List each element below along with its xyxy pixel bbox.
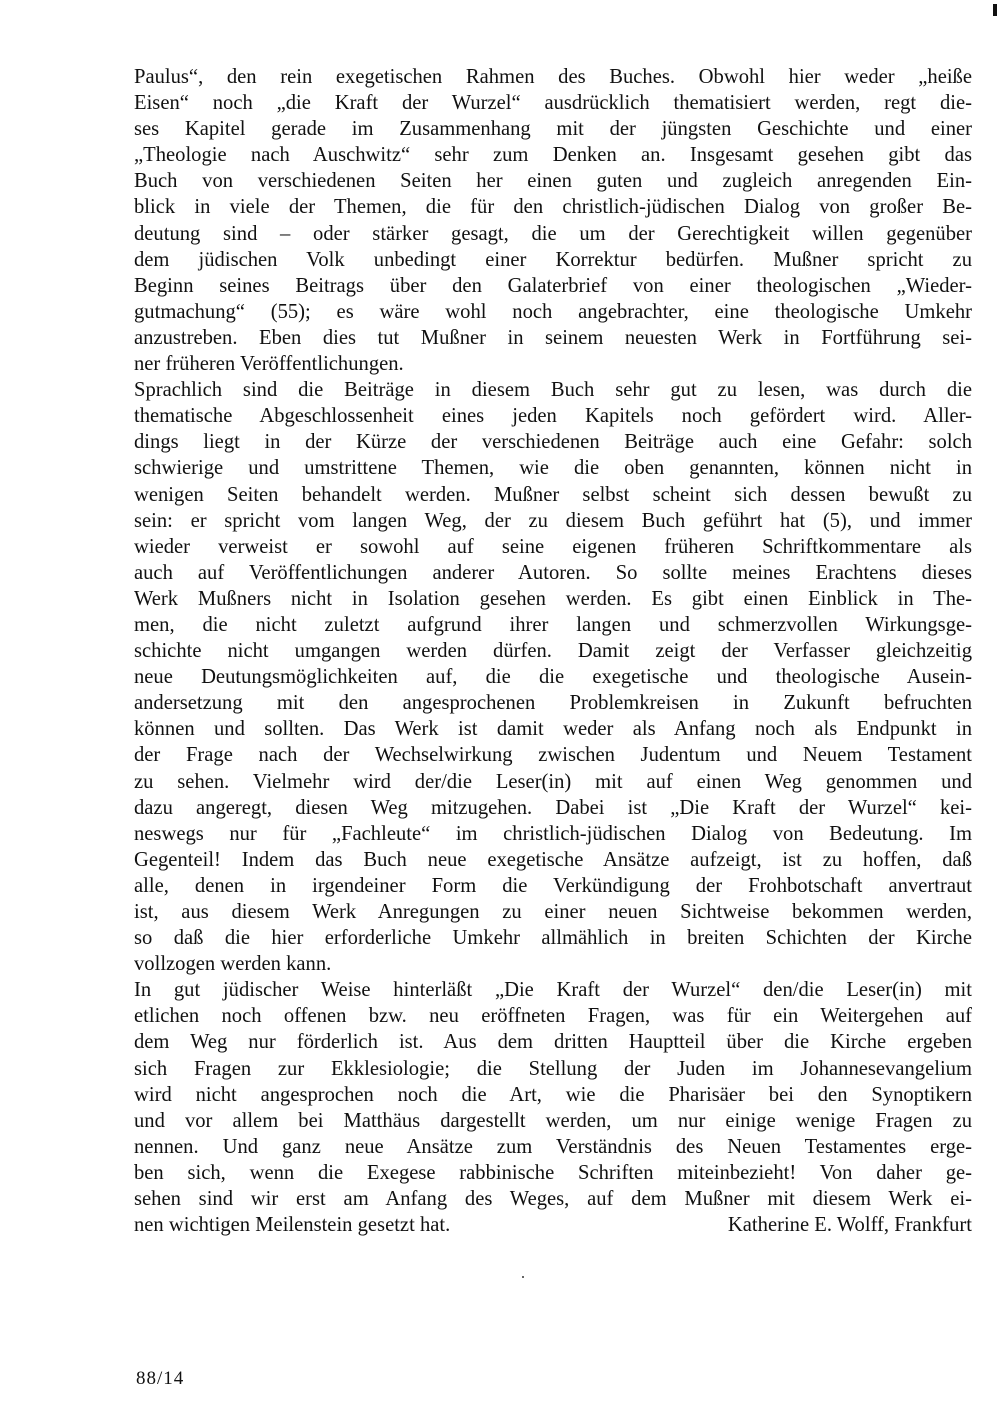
text-line: andersetzung mit den angesprochenen Problemkreisen in Zukunft befruchten — [134, 692, 972, 715]
text-line: ist, aus diesem Werk Anregungen zu einer neuen Sichtweise bekommen werden, — [134, 901, 972, 923]
text-line: und vor allem bei Matthäus dargestellt werden, um nur einige wenige Fragen zu — [134, 1109, 972, 1132]
scan-speck — [522, 1276, 524, 1278]
text-line: schwierige und umstrittene Themen, wie die oben genannten, können nicht in — [134, 457, 972, 480]
corner-scan-mark — [993, 4, 997, 16]
text-line: Eisen“ noch „die Kraft der Wurzel“ ausdrücklich thematisiert werden, regt die- — [134, 92, 972, 115]
text-line: dazu angeregt, diesen Weg mitzugehen. Dabei ist „Die Kraft der Wurzel“ kei- — [134, 796, 972, 819]
text-line: In gut jüdischer Weise hinterläßt „Die Kraft der Wurzel“ den/die Leser(in) mit — [134, 979, 972, 1002]
text-line: „Theologie nach Auschwitz“ sehr zum Denken an. Insgesamt gesehen gibt das — [134, 144, 972, 167]
text-line: ses Kapitel gerade im Zusammenhang mit der jüngsten Geschichte und einer — [134, 118, 972, 141]
text-line: blick in viele der Themen, die für den christlich-jüdischen Dialog von großer Be- — [134, 196, 972, 219]
author-signature: Katherine E. Wolff, Frankfurt — [727, 1214, 972, 1237]
text-line: ner früheren Veröffentlichungen. — [134, 353, 404, 376]
closing-text: nen wichtigen Meilenstein gesetzt hat. — [134, 1214, 451, 1237]
review-text — [134, 64, 972, 1238]
page-number: 88/14 — [136, 1368, 185, 1389]
text-line: Paulus“, den rein exegetischen Rahmen des Buches. Obwohl hier weder „heiße — [134, 66, 972, 88]
text-line: dings liegt in der Kürze der verschiedenen Beiträge auch eine Gefahr: solch — [134, 431, 972, 454]
text-line: wieder verweist er sowohl auf seine eigenen früheren Schriftkommentare als — [134, 535, 972, 558]
text-line: Beginn seines Beitrags über den Galaterbrief von einer theologischen „Wieder- — [134, 274, 972, 297]
text-line: zu sehen. Vielmehr wird der/die Leser(in) mit auf einen Weg genommen und — [134, 770, 972, 793]
paragraph-2 — [134, 377, 972, 977]
text-line: Gegenteil! Indem das Buch neue exegetische Ansätze aufzeigt, ist zu hoffen, daß — [134, 848, 972, 871]
text-line: schichte nicht umgangen werden dürfen. Damit zeigt der Verfasser gleichzeitig — [134, 640, 972, 663]
text-line: Sprachlich sind die Beiträge in diesem Buch sehr gut zu lesen, was durch die — [134, 379, 972, 402]
text-line: so daß die hier erforderliche Umkehr allmählich in breiten Schichten der Kirche — [134, 927, 972, 950]
paragraph-1 — [134, 64, 972, 377]
text-line: der Frage nach der Wechselwirkung zwischen Judentum und Neuem Testament — [134, 744, 972, 767]
text-line: vollzogen werden kann. — [134, 953, 332, 976]
text-line: anzustreben. Eben dies tut Mußner in seinem neuesten Werk in Fortführung sei- — [134, 326, 972, 349]
text-line: auch auf Veröffentlichungen anderer Autoren. So sollte meines Erachtens dieses — [134, 561, 972, 584]
text-line: gutmachung“ (55); es wäre wohl noch angebrachter, eine theologische Umkehr — [134, 300, 972, 323]
text-line: nennen. Und ganz neue Ansätze zum Verständnis des Neuen Testamentes erge- — [134, 1135, 972, 1158]
text-line: wird nicht angesprochen noch die Art, wie die Pharisäer bei den Synoptikern — [134, 1083, 972, 1106]
text-line: Werk Mußners nicht in Isolation gesehen werden. Es gibt einen Einblick in The- — [134, 587, 972, 610]
text-line: können und sollten. Das Werk ist damit weder als Anfang noch als Endpunkt in — [134, 718, 972, 741]
paragraph-3 — [134, 977, 972, 1238]
text-line: ben sich, wenn die Exegese rabbinische Schriften miteinbezieht! Von daher ge- — [134, 1161, 972, 1184]
text-line: wenigen Seiten behandelt werden. Mußner selbst scheint sich dessen bewußt zu — [134, 483, 972, 506]
text-line: Buch von verschiedenen Seiten her einen guten und zugleich anregenden Ein- — [134, 170, 972, 193]
text-line: thematische Abgeschlossenheit eines jeden Kapitels noch gefördert wird. Aller- — [134, 405, 972, 428]
text-line: sehen sind wir erst am Anfang des Weges, auf dem Mußner mit diesem Werk ei- — [134, 1188, 972, 1211]
closing-line — [134, 1212, 972, 1238]
text-line: sich Fragen zur Ekklesiologie; die Stellung der Juden im Johannesevangelium — [134, 1057, 972, 1080]
text-line: neswegs nur für „Fachleute“ im christlich-jüdischen Dialog von Bedeutung. Im — [134, 822, 972, 845]
text-line: deutung sind – oder stärker gesagt, die um der Gerechtigkeit willen gegenüber — [134, 222, 972, 245]
text-line: men, die nicht zuletzt aufgrund ihrer langen und schmerzvollen Wirkungsge- — [134, 613, 972, 636]
text-line: dem jüdischen Volk unbedingt einer Korrektur bedürfen. Mußner spricht zu — [134, 248, 972, 271]
text-line: alle, denen in irgendeiner Form die Verkündigung der Frohbotschaft anvertraut — [134, 874, 972, 897]
text-line: neue Deutungsmöglichkeiten auf, die die exegetische und theologische Ausein- — [134, 666, 972, 689]
text-line: sein: er spricht vom langen Weg, der zu diesem Buch geführt hat (5), und immer — [134, 509, 972, 532]
text-line: etlichen noch offenen bzw. neu eröffneten Fragen, was für ein Weitergehen auf — [134, 1005, 972, 1028]
text-line: dem Weg nur förderlich ist. Aus dem dritten Hauptteil über die Kirche ergeben — [134, 1031, 972, 1054]
